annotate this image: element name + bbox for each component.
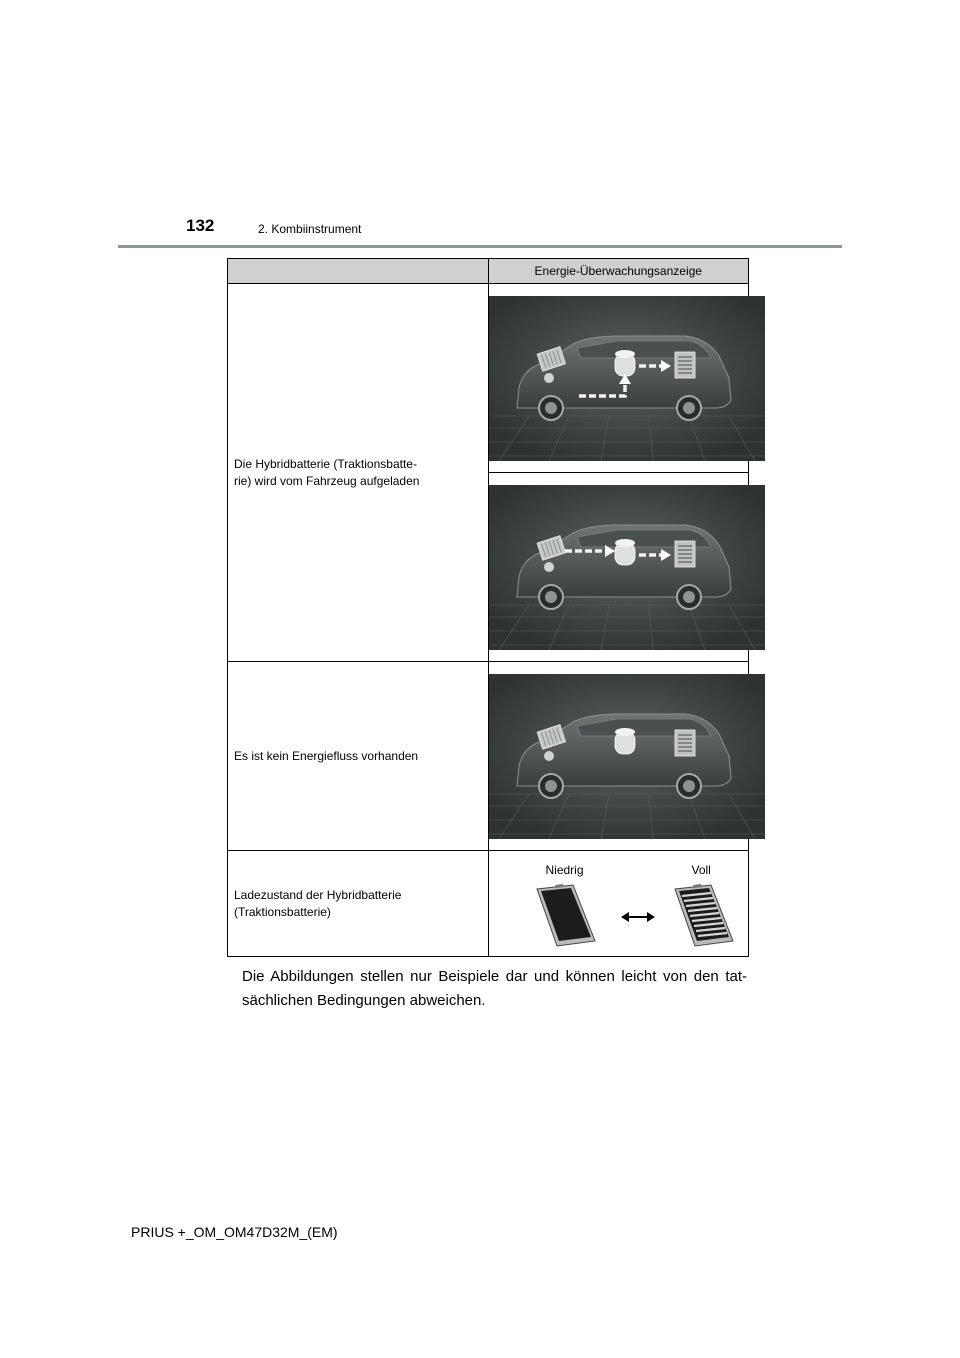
- note-text: Die Abbildungen stellen nur Beispiele dar und können leicht von den tat-sächlichen Bedingungen abweichen.: [242, 968, 747, 1009]
- row-label-battery-level-line2: (Traktionsbatterie): [234, 904, 331, 919]
- section-title: 2. Kombiinstrument: [258, 222, 362, 236]
- battery-low-label: Niedrig: [545, 863, 584, 877]
- energy-monitor-table: [227, 258, 749, 957]
- row-label-battery-level-line1: Ladezustand der Hybridbatterie: [234, 887, 402, 902]
- battery-empty-icon: [537, 884, 595, 946]
- battery-full-label: Voll: [691, 863, 711, 877]
- row-label-charging-line2: rie) wird vom Fahrzeug aufgeladen: [234, 473, 420, 488]
- row-label-charging-line1: Die Hybridbatterie (Traktionsbatte-: [234, 456, 417, 471]
- battery-level-cell: [488, 851, 749, 957]
- energy-monitor-image-no-flow: [489, 674, 765, 839]
- double-arrow-icon: [621, 912, 655, 922]
- row-label-battery-level: [228, 851, 489, 957]
- image-cell-charging-engine: [488, 284, 749, 473]
- row-label-no-flow: [228, 662, 489, 851]
- footer-doc-id: PRIUS +_OM_OM47D32M_(EM): [131, 1224, 338, 1240]
- row-label-charging: [228, 284, 489, 662]
- battery-level-graphic: [489, 851, 781, 956]
- row-label-no-flow-text: Es ist kein Energiefluss vorhanden: [234, 748, 419, 763]
- page-number: 132: [186, 216, 215, 235]
- image-cell-charging-regenerative: [488, 473, 749, 662]
- image-cell-no-flow: [488, 662, 749, 851]
- table-header-energy-monitor: Energie-Überwachungsanzeige: [488, 259, 749, 284]
- energy-monitor-image-engine-charging: [489, 296, 765, 461]
- energy-monitor-image-regenerative-charging: [489, 485, 765, 650]
- table-header-empty: [228, 259, 489, 284]
- header-rule: [118, 245, 842, 248]
- battery-full-icon: [675, 884, 733, 946]
